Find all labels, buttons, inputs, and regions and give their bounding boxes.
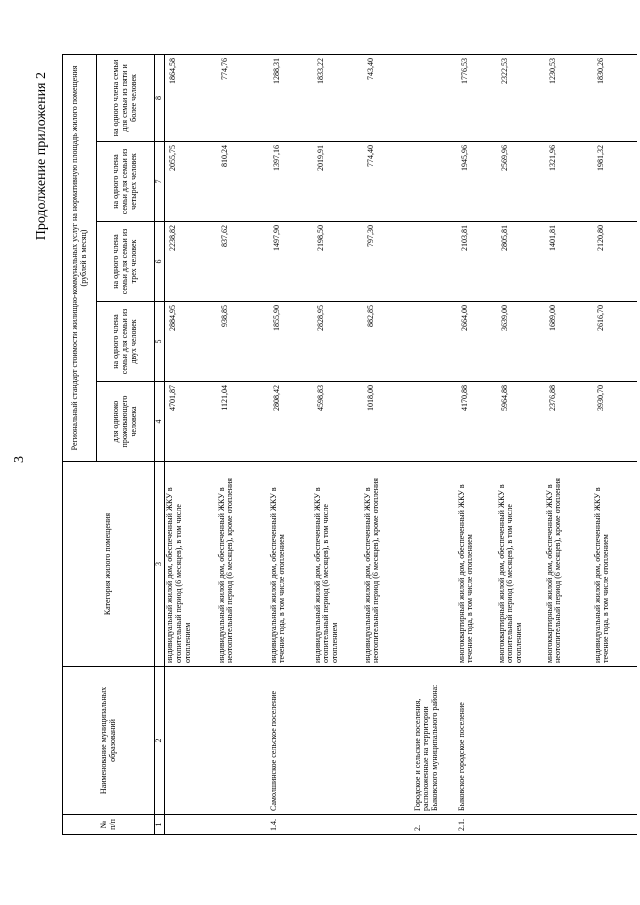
row-value: 2616,70 (593, 302, 637, 382)
row-num (593, 815, 637, 835)
header-category: Категория жилого помещения (63, 462, 155, 667)
row-name: Самолшинское сельское поселение (269, 667, 313, 815)
row-value: 2322,53 (497, 54, 545, 141)
row-value: 1288,31 (269, 54, 313, 141)
row-name (497, 667, 545, 815)
column-number: 6 (155, 222, 165, 302)
row-value (413, 302, 457, 382)
row-value: 1981,32 (593, 142, 637, 222)
row-value: 1833,22 (313, 54, 363, 141)
header-num: № п/п (63, 815, 155, 835)
row-value: 2664,00 (457, 302, 497, 382)
row-value: 1864,58 (165, 54, 217, 141)
row-value: 938,85 (217, 302, 269, 382)
row-category: индивидуальный жилой дом, обеспеченный ЖКУ в неотопительный период (6 месяцев), кроме отопления (217, 462, 269, 667)
row-value (413, 382, 457, 462)
row-category: индивидуальный жилой дом, обеспеченный ЖКУ в течение года, в том числе отоплением (593, 462, 637, 667)
row-num (165, 815, 217, 835)
table-row (413, 54, 457, 834)
table-row (217, 54, 269, 834)
document-subtitle: Продолжение приложения 2 (34, 72, 49, 241)
row-value: 810,24 (217, 142, 269, 222)
tariff-table (62, 54, 637, 835)
header-standard: Региональный стандарт стоимости жилищно-коммунальных услуг на нормативную площадь жилого помещения (рублей в месяц) (63, 54, 97, 461)
row-value: 882,85 (363, 302, 413, 382)
row-category: многоквартирный жилой дом, обеспеченный ЖКУ в течение года, в том числе отоплением (457, 462, 497, 667)
page-number: 3 (12, 456, 27, 463)
row-value: 1689,00 (545, 302, 593, 382)
row-value (413, 222, 457, 302)
row-num: 1.4. (269, 815, 313, 835)
row-value: 1121,04 (217, 382, 269, 462)
row-value: 797,30 (363, 222, 413, 302)
row-category: индивидуальный жилой дом, обеспеченный ЖКУ в отопительный период (6 месяцев), в том числе отоплением (313, 462, 363, 667)
column-number: 1 (155, 815, 165, 835)
row-name (545, 667, 593, 815)
row-value: 4170,88 (457, 382, 497, 462)
table-row (165, 54, 217, 834)
header-name: Наименование муниципальных образований (63, 667, 155, 815)
table-row (545, 54, 593, 834)
row-value: 743,40 (363, 54, 413, 141)
row-value: 2120,80 (593, 222, 637, 302)
row-value: 1855,90 (269, 302, 313, 382)
row-value: 2019,91 (313, 142, 363, 222)
row-name (217, 667, 269, 815)
row-value: 2103,81 (457, 222, 497, 302)
row-value: 3639,00 (497, 302, 545, 382)
row-value: 1230,53 (545, 54, 593, 141)
row-num (217, 815, 269, 835)
row-name (313, 667, 363, 815)
row-value: 1018,00 (363, 382, 413, 462)
row-num (313, 815, 363, 835)
table-row (313, 54, 363, 834)
table-row (497, 54, 545, 834)
row-value: 837,62 (217, 222, 269, 302)
row-category: индивидуальный жилой дом, обеспеченный ЖКУ в неотопительный период (6 месяцев), кроме отопления (363, 462, 413, 667)
row-value (413, 54, 457, 141)
row-category: индивидуальный жилой дом, обеспеченный ЖКУ в отопительный период (6 месяцев), в том числе отоплением (165, 462, 217, 667)
row-category (413, 462, 457, 667)
row-value: 2376,88 (545, 382, 593, 462)
row-value: 1321,96 (545, 142, 593, 222)
row-name (165, 667, 217, 815)
row-value: 4598,83 (313, 382, 363, 462)
table-row (457, 54, 497, 834)
row-category: индивидуальный жилой дом, обеспеченный ЖКУ в течение года, в том числе отоплением (269, 462, 313, 667)
row-value: 5964,88 (497, 382, 545, 462)
row-value: 2805,81 (497, 222, 545, 302)
row-value: 774,76 (217, 54, 269, 141)
row-value: 1776,53 (457, 54, 497, 141)
row-value: 2238,82 (165, 222, 217, 302)
row-num: 2.1. (457, 815, 497, 835)
table-row (363, 54, 413, 834)
column-number: 5 (155, 302, 165, 382)
table-row (593, 54, 637, 834)
column-number: 2 (155, 667, 165, 815)
table-row (269, 54, 313, 834)
row-value: 2055,75 (165, 142, 217, 222)
row-value: 3930,70 (593, 382, 637, 462)
row-value: 1830,26 (593, 54, 637, 141)
column-number: 4 (155, 382, 165, 462)
row-value: 1945,96 (457, 142, 497, 222)
row-value: 2198,50 (313, 222, 363, 302)
row-value: 1397,16 (269, 142, 313, 222)
row-value: 2828,95 (313, 302, 363, 382)
row-value: 1497,90 (269, 222, 313, 302)
header-sub: на одного члена семьи для семьи из двух человек (97, 302, 155, 382)
row-num: 2. (413, 815, 457, 835)
row-num (363, 815, 413, 835)
column-number: 7 (155, 142, 165, 222)
row-name (593, 667, 637, 815)
row-num (497, 815, 545, 835)
row-value (413, 142, 457, 222)
header-sub: на одного члена семьи для семьи из четырех человек (97, 142, 155, 222)
header-sub: для одиноко проживающего человека (97, 382, 155, 462)
row-name: Городское и сельские поселения, расположенные на территории Быковского муниципального района: (413, 667, 457, 815)
row-num (545, 815, 593, 835)
row-name: Быковское городское поселение (457, 667, 497, 815)
column-number: 8 (155, 54, 165, 141)
row-value: 2884,95 (165, 302, 217, 382)
row-category: многоквартирный жилой дом, обеспеченный ЖКУ в отопительный период (6 месяцев), в том числе отоплением (497, 462, 545, 667)
row-value: 2808,42 (269, 382, 313, 462)
row-value: 1401,81 (545, 222, 593, 302)
row-value: 774,40 (363, 142, 413, 222)
row-value: 2569,96 (497, 142, 545, 222)
row-value: 4701,87 (165, 382, 217, 462)
row-name (363, 667, 413, 815)
header-sub: на одного члена семьи для семьи из трех человек (97, 222, 155, 302)
header-sub: на одного члена семьи для семьи из пяти и более человек (97, 54, 155, 141)
row-category: многоквартирный жилой дом, обеспеченный ЖКУ в неотопительный период (6 месяцев), кроме отопления (545, 462, 593, 667)
column-number: 3 (155, 462, 165, 667)
